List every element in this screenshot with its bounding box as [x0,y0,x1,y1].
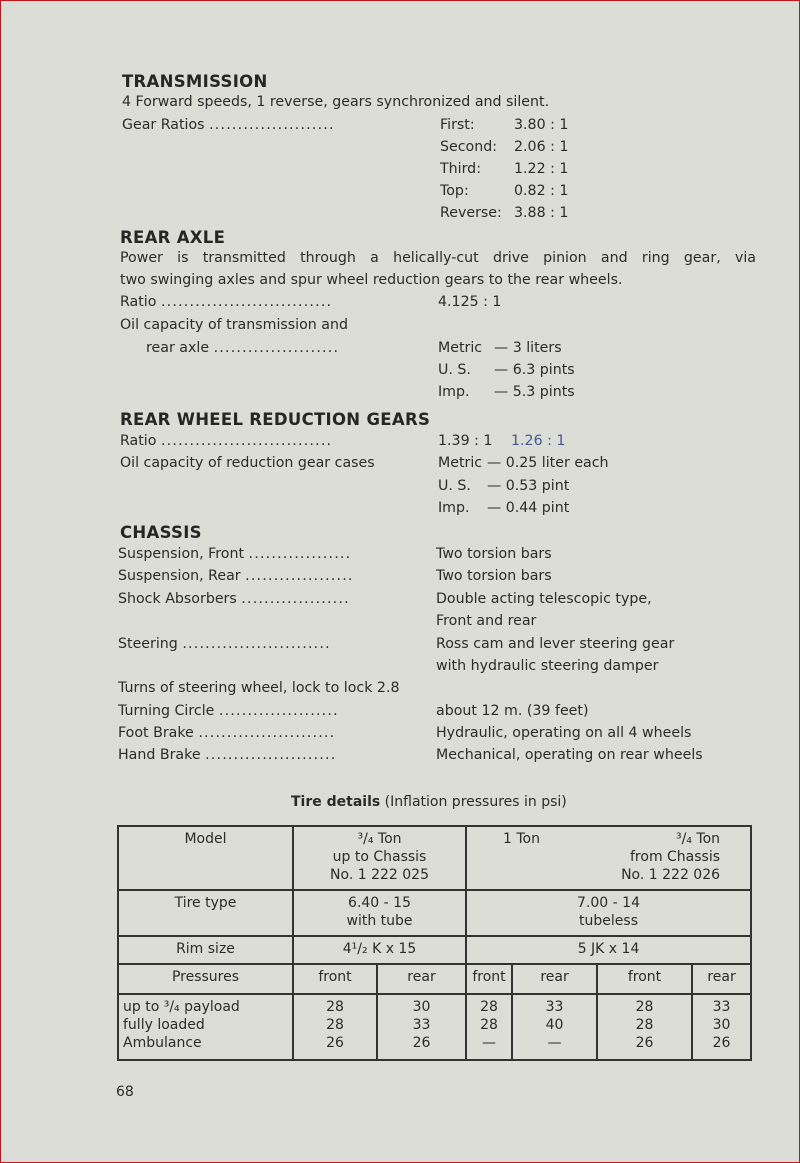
pressure-value: 28 [635,999,654,1015]
page-number: 68 [116,1084,134,1100]
steering-value: Ross cam and lever steering gear [436,636,675,652]
model-col1-line3: No. 1 222 025 [330,867,429,883]
table-row [118,936,751,964]
pressure-value: 28 [326,1017,344,1033]
pressure-value: 33 [412,1017,431,1033]
shock-absorbers-value: Double acting telescopic type, [436,591,652,607]
label-text: Steering [118,636,178,652]
rear-axle-description-line2: two swinging axles and spur wheel reduction gears to the rear wheels. [120,272,623,288]
model-label-cell [118,826,293,890]
suspension-rear-value: Two torsion bars [436,568,552,584]
caption-rest: (Inflation pressures in psi) [384,794,567,810]
steering-value-2: with hydraulic steering damper [436,658,659,674]
gear-ratios-text: Gear Ratios [122,117,205,133]
pressure-value: 28 [635,1017,654,1033]
front-header-cell [466,964,512,994]
model-col3-cell [597,826,751,890]
rim-2-cell [466,936,751,964]
leader-dots: .............................. [160,433,333,449]
reduction-metric-unit: Metric [438,455,483,471]
rear-header-cell [512,964,597,994]
leader-dots: .......................... [182,636,331,652]
turns-of-steering-wheel: Turns of steering wheel, lock to lock 2.8 [118,680,400,696]
pressures-label-cell [118,964,293,994]
table-row [118,826,751,890]
rim-label: Rim size [176,941,235,957]
pressure-value: 28 [480,999,498,1015]
label-text: Suspension, Front [118,546,245,562]
rim-1: 4¹/₂ K x 15 [342,941,417,957]
reduction-us-value: — 0.53 pint [487,478,570,494]
pressure-value: 26 [412,1035,431,1051]
ratio-third-value: 1.22 : 1 [514,161,569,177]
ratio-second-value: 2.06 : 1 [514,139,569,155]
rear-axle-ratio-value: 4.125 : 1 [438,294,502,310]
leader-dots: ...................... [213,340,340,356]
steering-label [118,636,331,652]
oil-capacity-label: Oil capacity of transmission and [120,317,348,333]
pressure-cell [293,994,377,1060]
reduction-us-unit: U. S. [438,478,471,494]
rear-header: rear [540,969,569,985]
table-row [118,964,751,994]
rim-label-cell [118,936,293,964]
capacity-imp-unit: Imp. [438,384,470,400]
hand-brake-label [118,747,336,763]
suspension-front-label [118,546,351,562]
pressure-value: 26 [712,1035,731,1051]
capacity-metric-value: — 3 liters [494,340,562,356]
front-header: front [627,969,662,985]
tire-type-2-line1: 7.00 - 14 [577,895,640,911]
pressure-value: 30 [412,999,431,1015]
reduction-ratio-value: 1.39 : 1 [438,433,493,449]
model-col2: 1 Ton [503,831,540,847]
tire-type-2-line2: tubeless [579,913,638,929]
front-header-cell [293,964,377,994]
pressure-value: — [547,1035,562,1051]
ratio-second-label: Second: [440,139,497,155]
suspension-rear-label [118,568,354,584]
pressure-value: 33 [712,999,731,1015]
model-col3-line2: from Chassis [630,849,721,865]
rim-2: 5 JK x 14 [577,941,640,957]
leader-dots: ................... [241,591,350,607]
caption-bold: Tire details [291,794,381,810]
reduction-oil-label: Oil capacity of reduction gear cases [120,455,375,471]
capacity-us-value: — 6.3 pints [494,362,575,378]
leader-dots: ........................ [198,725,336,741]
model-label: Model [184,831,227,847]
ratio-text: Ratio [120,433,157,449]
rear-axle-description-line1: Power is transmitted through a helically-cut drive pinion and ring gear, via [120,250,756,266]
rear-axle-ratio-label [120,294,332,310]
capacity-imp-value: — 5.3 pints [494,384,575,400]
leader-dots: ..................... [218,703,339,719]
reduction-ratio-alt-value: 1.26 : 1 [511,433,566,449]
table-row [118,994,751,1060]
capacity-us-unit: U. S. [438,362,471,378]
label-text: Shock Absorbers [118,591,237,607]
reduction-imp-value: — 0.44 pint [487,500,570,516]
label-text: Foot Brake [118,725,194,741]
rear-header-cell [377,964,466,994]
rim-1-cell [293,936,466,964]
ratio-top-value: 0.82 : 1 [514,183,569,199]
rear-axle-heading: REAR AXLE [120,228,226,247]
tire-type-label: Tire type [174,895,237,911]
label-text: Suspension, Rear [118,568,241,584]
model-col3-line3: No. 1 222 026 [621,867,721,883]
pressure-cell [377,994,466,1060]
pressure-cell [512,994,597,1060]
tire-type-1-line1: 6.40 - 15 [348,895,411,911]
transmission-heading: TRANSMISSION [122,72,268,91]
pressure-value: 33 [545,999,564,1015]
pressure-value: 28 [326,999,344,1015]
reduction-metric-value: — 0.25 liter each [487,455,609,471]
leader-dots: ...................... [209,117,335,133]
tire-details-caption [291,794,567,810]
reduction-imp-unit: Imp. [438,500,470,516]
model-col1-line2: up to Chassis [332,849,427,865]
rear-header: rear [407,969,436,985]
pressure-value: 28 [480,1017,498,1033]
capacity-metric-unit: Metric [438,340,483,356]
ratio-reverse-value: 3.88 : 1 [514,205,569,221]
transmission-description: 4 Forward speeds, 1 reverse, gears synchronized and silent. [122,94,550,110]
rear-header-cell [692,964,751,994]
foot-brake-label [118,725,335,741]
model-col3-line1: ³/₄ Ton [676,831,721,847]
ratio-text: Ratio [120,294,157,310]
ratio-reverse-label: Reverse: [440,205,502,221]
pressure-value: — [482,1035,497,1051]
front-header: front [472,969,506,985]
pressure-cell [597,994,692,1060]
ratio-first-value: 3.80 : 1 [514,117,569,133]
load-label: up to ³/₄ payload [123,999,240,1015]
tire-details-table [117,825,752,1061]
pressure-cell [466,994,512,1060]
loads-cell [118,994,293,1060]
ratio-first-label: First: [440,117,475,133]
label-text: Turning Circle [118,703,215,719]
pressures-label: Pressures [171,969,240,985]
suspension-front-value: Two torsion bars [436,546,552,562]
load-label: Ambulance [123,1035,202,1051]
foot-brake-value: Hydraulic, operating on all 4 wheels [436,725,692,741]
model-col1-line1: ³/₄ Ton [357,831,402,847]
rear-axle-text: rear axle [146,340,210,356]
ratio-top-label: Top: [440,183,469,199]
leader-dots: .............................. [160,294,333,310]
tire-type-label-cell [118,890,293,936]
reduction-ratio-label [120,433,332,449]
model-col2-cell [466,826,597,890]
reduction-gears-heading: REAR WHEEL REDUCTION GEARS [120,410,431,429]
front-header: front [318,969,352,985]
turning-circle-label [118,703,339,719]
tire-type-1-line2: with tube [346,913,413,929]
tire-type-2-cell [466,890,751,936]
pressure-cell [692,994,751,1060]
pressure-value: 40 [545,1017,564,1033]
model-col1-cell [293,826,466,890]
shock-absorbers-value-2: Front and rear [436,613,537,629]
shock-absorbers-label [118,591,350,607]
front-header-cell [597,964,692,994]
leader-dots: .................. [248,546,352,562]
ratio-third-label: Third: [440,161,481,177]
pressure-value: 26 [326,1035,344,1051]
turning-circle-value: about 12 m. (39 feet) [436,703,589,719]
pressure-value: 30 [712,1017,731,1033]
load-label: fully loaded [123,1017,205,1033]
leader-dots: ....................... [205,747,337,763]
chassis-heading: CHASSIS [120,523,202,542]
rear-axle-label [146,340,339,356]
table-row [118,890,751,936]
label-text: Hand Brake [118,747,201,763]
gear-ratios-label [122,117,335,133]
pressure-value: 26 [635,1035,654,1051]
leader-dots: ................... [245,568,354,584]
tire-type-1-cell [293,890,466,936]
hand-brake-value: Mechanical, operating on rear wheels [436,747,703,763]
rear-header: rear [707,969,736,985]
